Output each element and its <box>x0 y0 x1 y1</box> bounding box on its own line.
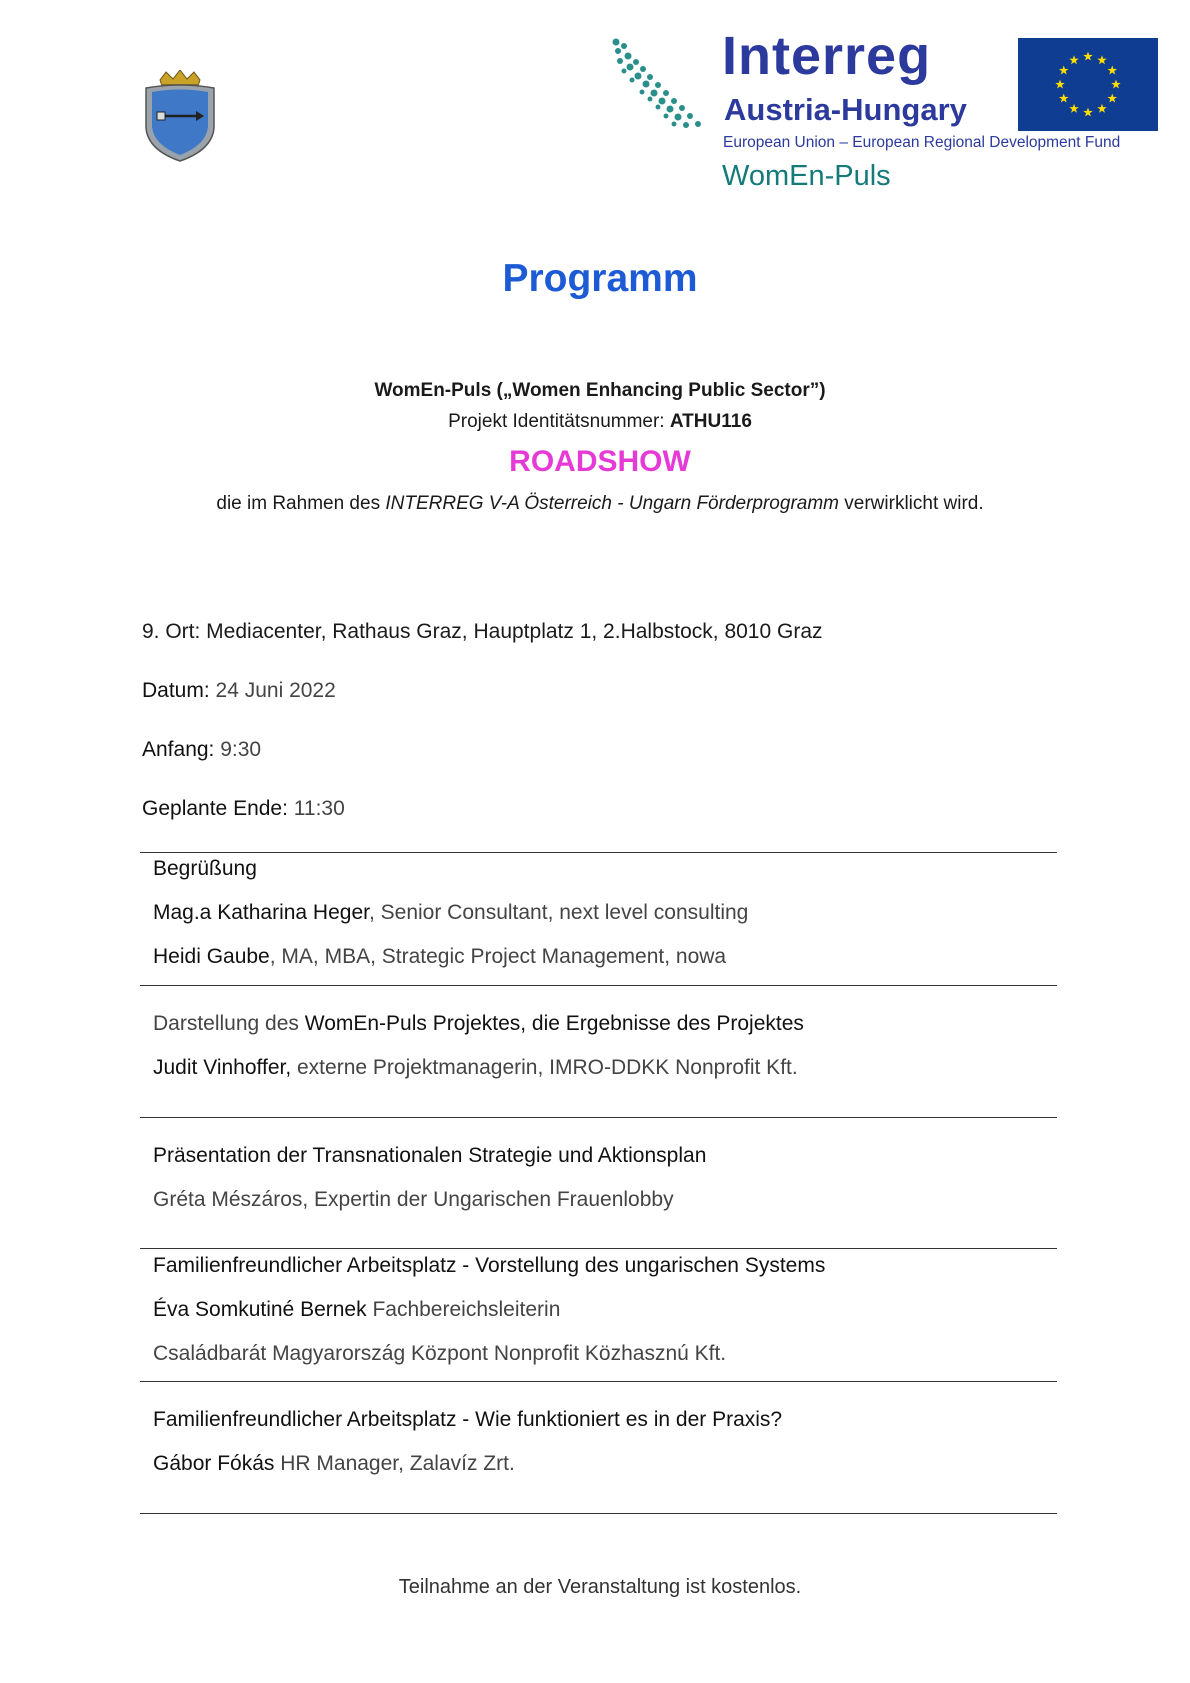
project-id-label: Projekt Identitätsnummer: <box>448 411 670 432</box>
date-line <box>142 678 336 704</box>
divider <box>140 1381 1057 1382</box>
divider <box>140 985 1057 986</box>
divider <box>140 1513 1057 1514</box>
speaker-name: Gábor Fókás <box>153 1452 275 1475</box>
interreg-dots-icon <box>610 36 705 132</box>
speaker-meszaros: Gréta Mészáros, Expertin der Ungarischen Frauenlobby <box>153 1188 674 1211</box>
section-1-title-text: Begrüßung <box>153 857 257 880</box>
start-value: 9:30 <box>214 738 262 761</box>
section-4-title-text: Familienfreundlicher Arbeitsplatz - Vorstellung des ungarischen Systems <box>153 1254 826 1277</box>
divider <box>140 1117 1057 1118</box>
section-2-prefix: Darstellung des <box>153 1012 305 1035</box>
speaker-role: HR Manager, Zalavíz Zrt. <box>274 1452 515 1475</box>
footer-note: Teilnahme an der Veranstaltung ist kostenlos. <box>398 1576 802 1598</box>
section-5-title-text: Familienfreundlicher Arbeitsplatz - Wie funktioniert es in der Praxis? <box>153 1408 783 1431</box>
interreg-region-text: Austria-Hungary <box>724 92 967 127</box>
end-line <box>142 796 345 822</box>
speaker-role: , Senior Consultant, next level consulting <box>368 901 749 924</box>
project-id-value: ATHU116 <box>669 411 752 432</box>
end-label: Geplante Ende: <box>142 797 288 820</box>
speaker-gaube <box>153 944 726 970</box>
event-title: ROADSHOW <box>509 445 691 478</box>
context-prefix: die im Rahmen des <box>216 493 386 514</box>
page-title: Programm <box>502 257 698 300</box>
eu-flag-icon <box>1018 38 1158 131</box>
speaker-name: Judit Vinhoffer, <box>153 1056 292 1079</box>
speaker-fokas <box>153 1451 515 1477</box>
section-2-title <box>153 1011 804 1037</box>
end-value: 11:30 <box>287 797 345 820</box>
interreg-logo-text: Interreg <box>722 26 932 86</box>
section-3-title <box>153 1143 706 1169</box>
section-1-title <box>153 856 257 882</box>
coat-of-arms-icon <box>142 70 218 162</box>
interreg-fund-text: European Union – European Regional Development Fund <box>723 134 1121 151</box>
speaker-name: Heidi Gaube <box>153 945 270 968</box>
section-5-title <box>153 1407 782 1433</box>
speaker-bernek <box>153 1297 560 1323</box>
section-2-main: WomEn-Puls Projektes, die Ergebnisse des Projektes <box>304 1012 804 1035</box>
divider <box>140 1248 1057 1249</box>
date-value: 24 Juni 2022 <box>209 679 336 702</box>
project-context <box>0 492 1190 516</box>
speaker-vinhoffer <box>153 1055 798 1081</box>
context-program: INTERREG V-A Österreich - Ungarn Förderprogramm <box>385 493 839 514</box>
start-label: Anfang: <box>142 738 215 761</box>
section-3-title-text: Präsentation der Transnationalen Strategie und Aktionsplan <box>153 1144 707 1167</box>
project-id <box>0 410 1190 434</box>
location-line: 9. Ort: Mediacenter, Rathaus Graz, Hauptplatz 1, 2.Halbstock, 8010 Graz <box>142 620 823 643</box>
speaker-role: Fachbereichsleiterin <box>366 1298 561 1321</box>
divider <box>140 852 1057 853</box>
womenpuls-logo: WomEn-Puls <box>722 160 891 192</box>
speaker-role: externe Projektmanagerin, IMRO-DDKK Nonprofit Kft. <box>291 1056 798 1079</box>
speaker-heger <box>153 900 748 926</box>
context-suffix: verwirklicht wird. <box>839 493 984 514</box>
section-4-title <box>153 1253 825 1279</box>
speaker-name: Éva Somkutiné Bernek <box>153 1298 367 1321</box>
speaker-role: , MA, MBA, Strategic Project Management, nowa <box>269 945 727 968</box>
speaker-name: Mag.a Katharina Heger <box>153 901 369 924</box>
date-label: Datum: <box>142 679 210 702</box>
project-name: WomEn-Puls („Women Enhancing Public Sector”) <box>374 380 826 401</box>
start-line <box>142 737 261 763</box>
speaker-organization: Családbarát Magyarország Központ Nonprofit Közhasznú Kft. <box>153 1342 727 1365</box>
